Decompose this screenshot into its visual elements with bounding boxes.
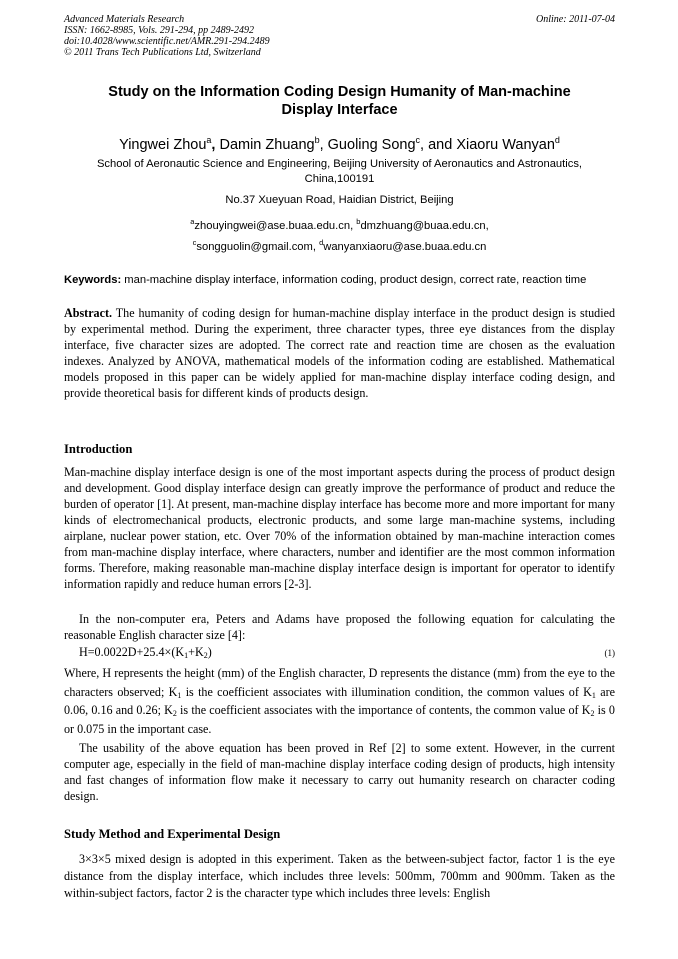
eq-part: ) [207, 645, 212, 659]
email-marker: b [356, 217, 361, 226]
issn-line: ISSN: 1662-8985, Vols. 291-294, pp 2489-2492 [64, 25, 254, 36]
keywords [64, 273, 615, 287]
title-line-1: Study on the Information Coding Design Humanity of Man-machine [108, 84, 571, 100]
text-run: is 0 or 0.075 in the important case. [64, 703, 615, 736]
abstract-label: Abstract. [64, 306, 113, 320]
email-address: dmzhuang@buaa.edu.cn, [360, 220, 489, 232]
author-name: Xiaoru Wanyan [456, 137, 555, 153]
keywords-label: Keywords: [64, 274, 122, 286]
online-date: Online: 2011-07-04 [536, 14, 615, 25]
intro-paragraph-2: In the non-computer era, Peters and Adams have proposed the following equation for calculating the reasonable English character size [4]: [64, 612, 615, 642]
paper-title [64, 83, 615, 119]
author-marker: a [206, 135, 212, 145]
address: No.37 Xueyuan Road, Haidian District, Beijing [225, 194, 454, 206]
section-heading-introduction: Introduction [64, 442, 133, 456]
subscript: 2 [172, 709, 177, 718]
eq-part: +K [188, 645, 204, 659]
author-separator: , [319, 137, 328, 153]
abstract [64, 305, 615, 401]
intro-paragraph-3 [64, 664, 615, 738]
author-marker: d [554, 135, 560, 145]
method-paragraph-1: 3×3×5 mixed design is adopted in this experiment. Taken as the between-subject factor, factor 1 is the eye distance from the display interface, which includes three levels: 500mm, 700mm and 900mm. Taken as the within-subject factors, factor 2 is the character type which includes three levels: English [64, 852, 615, 900]
email-marker: d [319, 238, 324, 247]
eq-subscript: 1 [184, 651, 189, 660]
intro-paragraph-1: Man-machine display interface design is one of the most important aspects during the process of product design and development. Good display interface design can greatly improve the performance of product and reduce the burden of operator [1]. At present, man-machine display interface has become more and more important for many kinds of electromechanical products, electronic products, and some large man-machine systems, including airplane, nuclear power station, etc. Over 70% of the information obtained by man-machine interaction comes from man-machine display interface, where characters, number and identifier are the most common information forms. Therefore, making reasonable man-machine display interface design is important for operator to identify information rapidly and reduce human errors [2-3]. [64, 465, 615, 591]
eq-subscript: 2 [203, 651, 208, 660]
subscript: 1 [177, 690, 182, 700]
keywords-text: man-machine display interface, information coding, product design, correct rate, reaction time [121, 274, 587, 286]
title-line-2: Display Interface [281, 102, 398, 118]
equation-expression [79, 644, 212, 660]
author-marker: b [314, 135, 320, 145]
email-address: songguolin@gmail.com, [196, 241, 320, 253]
intro-paragraph-4: The usability of the above equation has been proved in Ref [2] to some extent. However, in the current computer age, especially in the field of man-machine display interface coding design of products, high intensity and fast changes of information flow make it necessary to carry out humanity research on character coding design. [64, 741, 615, 803]
doi-line: doi:10.4028/www.scientific.net/AMR.291-294.2489 [64, 36, 270, 47]
journal-name: Advanced Materials Research [64, 14, 185, 25]
text-run: are 0.06, 0.16 and 0.26; K [64, 684, 615, 717]
equation-number: (1) [604, 648, 615, 658]
subscript: 1 [591, 690, 596, 700]
author-separator: , and [420, 137, 457, 153]
author-separator: , [211, 137, 220, 153]
email-address: wanyanxiaoru@ase.buaa.edu.cn [323, 241, 487, 253]
author-name: Damin Zhuang [219, 137, 315, 153]
eq-part: H=0.0022D+25.4×(K [79, 645, 185, 659]
email-marker: c [192, 238, 197, 247]
email-marker: a [190, 217, 195, 226]
author-name: Yingwei Zhou [119, 137, 207, 153]
author-marker: c [415, 135, 421, 145]
text-run: is the coefficient associates with illumination condition, the common values of K [181, 684, 592, 699]
section-heading-method: Study Method and Experimental Design [64, 827, 281, 841]
email-line-1 [64, 214, 615, 234]
author-list [64, 131, 615, 154]
email-address: zhouyingwei@ase.buaa.edu.cn, [194, 220, 357, 232]
author-name: Guoling Song [327, 137, 416, 153]
subscript: 2 [590, 709, 595, 718]
copyright-line: © 2011 Trans Tech Publications Ltd, Switzerland [64, 47, 261, 58]
journal-header [64, 14, 615, 58]
email-line-2 [64, 235, 615, 255]
affiliation [64, 157, 615, 187]
text-run: is the coefficient associates with the importance of contents, the common value of K [176, 703, 591, 717]
abstract-text: The humanity of coding design for human-machine display interface in the product design is studied by experimental method. During the experiment, three character types, three eye distances from the display interface, five character sizes are adopted. The correct rate and reaction time are chosen as the evaluation indexes. Analyzed by ANOVA, mathematical models of the information coding are established. Mathematical models proposed in this paper can be widely applied for man-machine display interface coding design, and provide theoretical basis for different kinds of products design. [64, 306, 615, 400]
affiliation-line-2: China,100191 [304, 173, 375, 185]
text-run: Where, H represents the height (mm) of the English character, D represents the distance (mm) from the eye to the characters observed; K [64, 666, 615, 699]
affiliation-line-1: School of Aeronautic Science and Engineering, Beijing University of Aeronautics and Astronautics, [96, 158, 583, 170]
